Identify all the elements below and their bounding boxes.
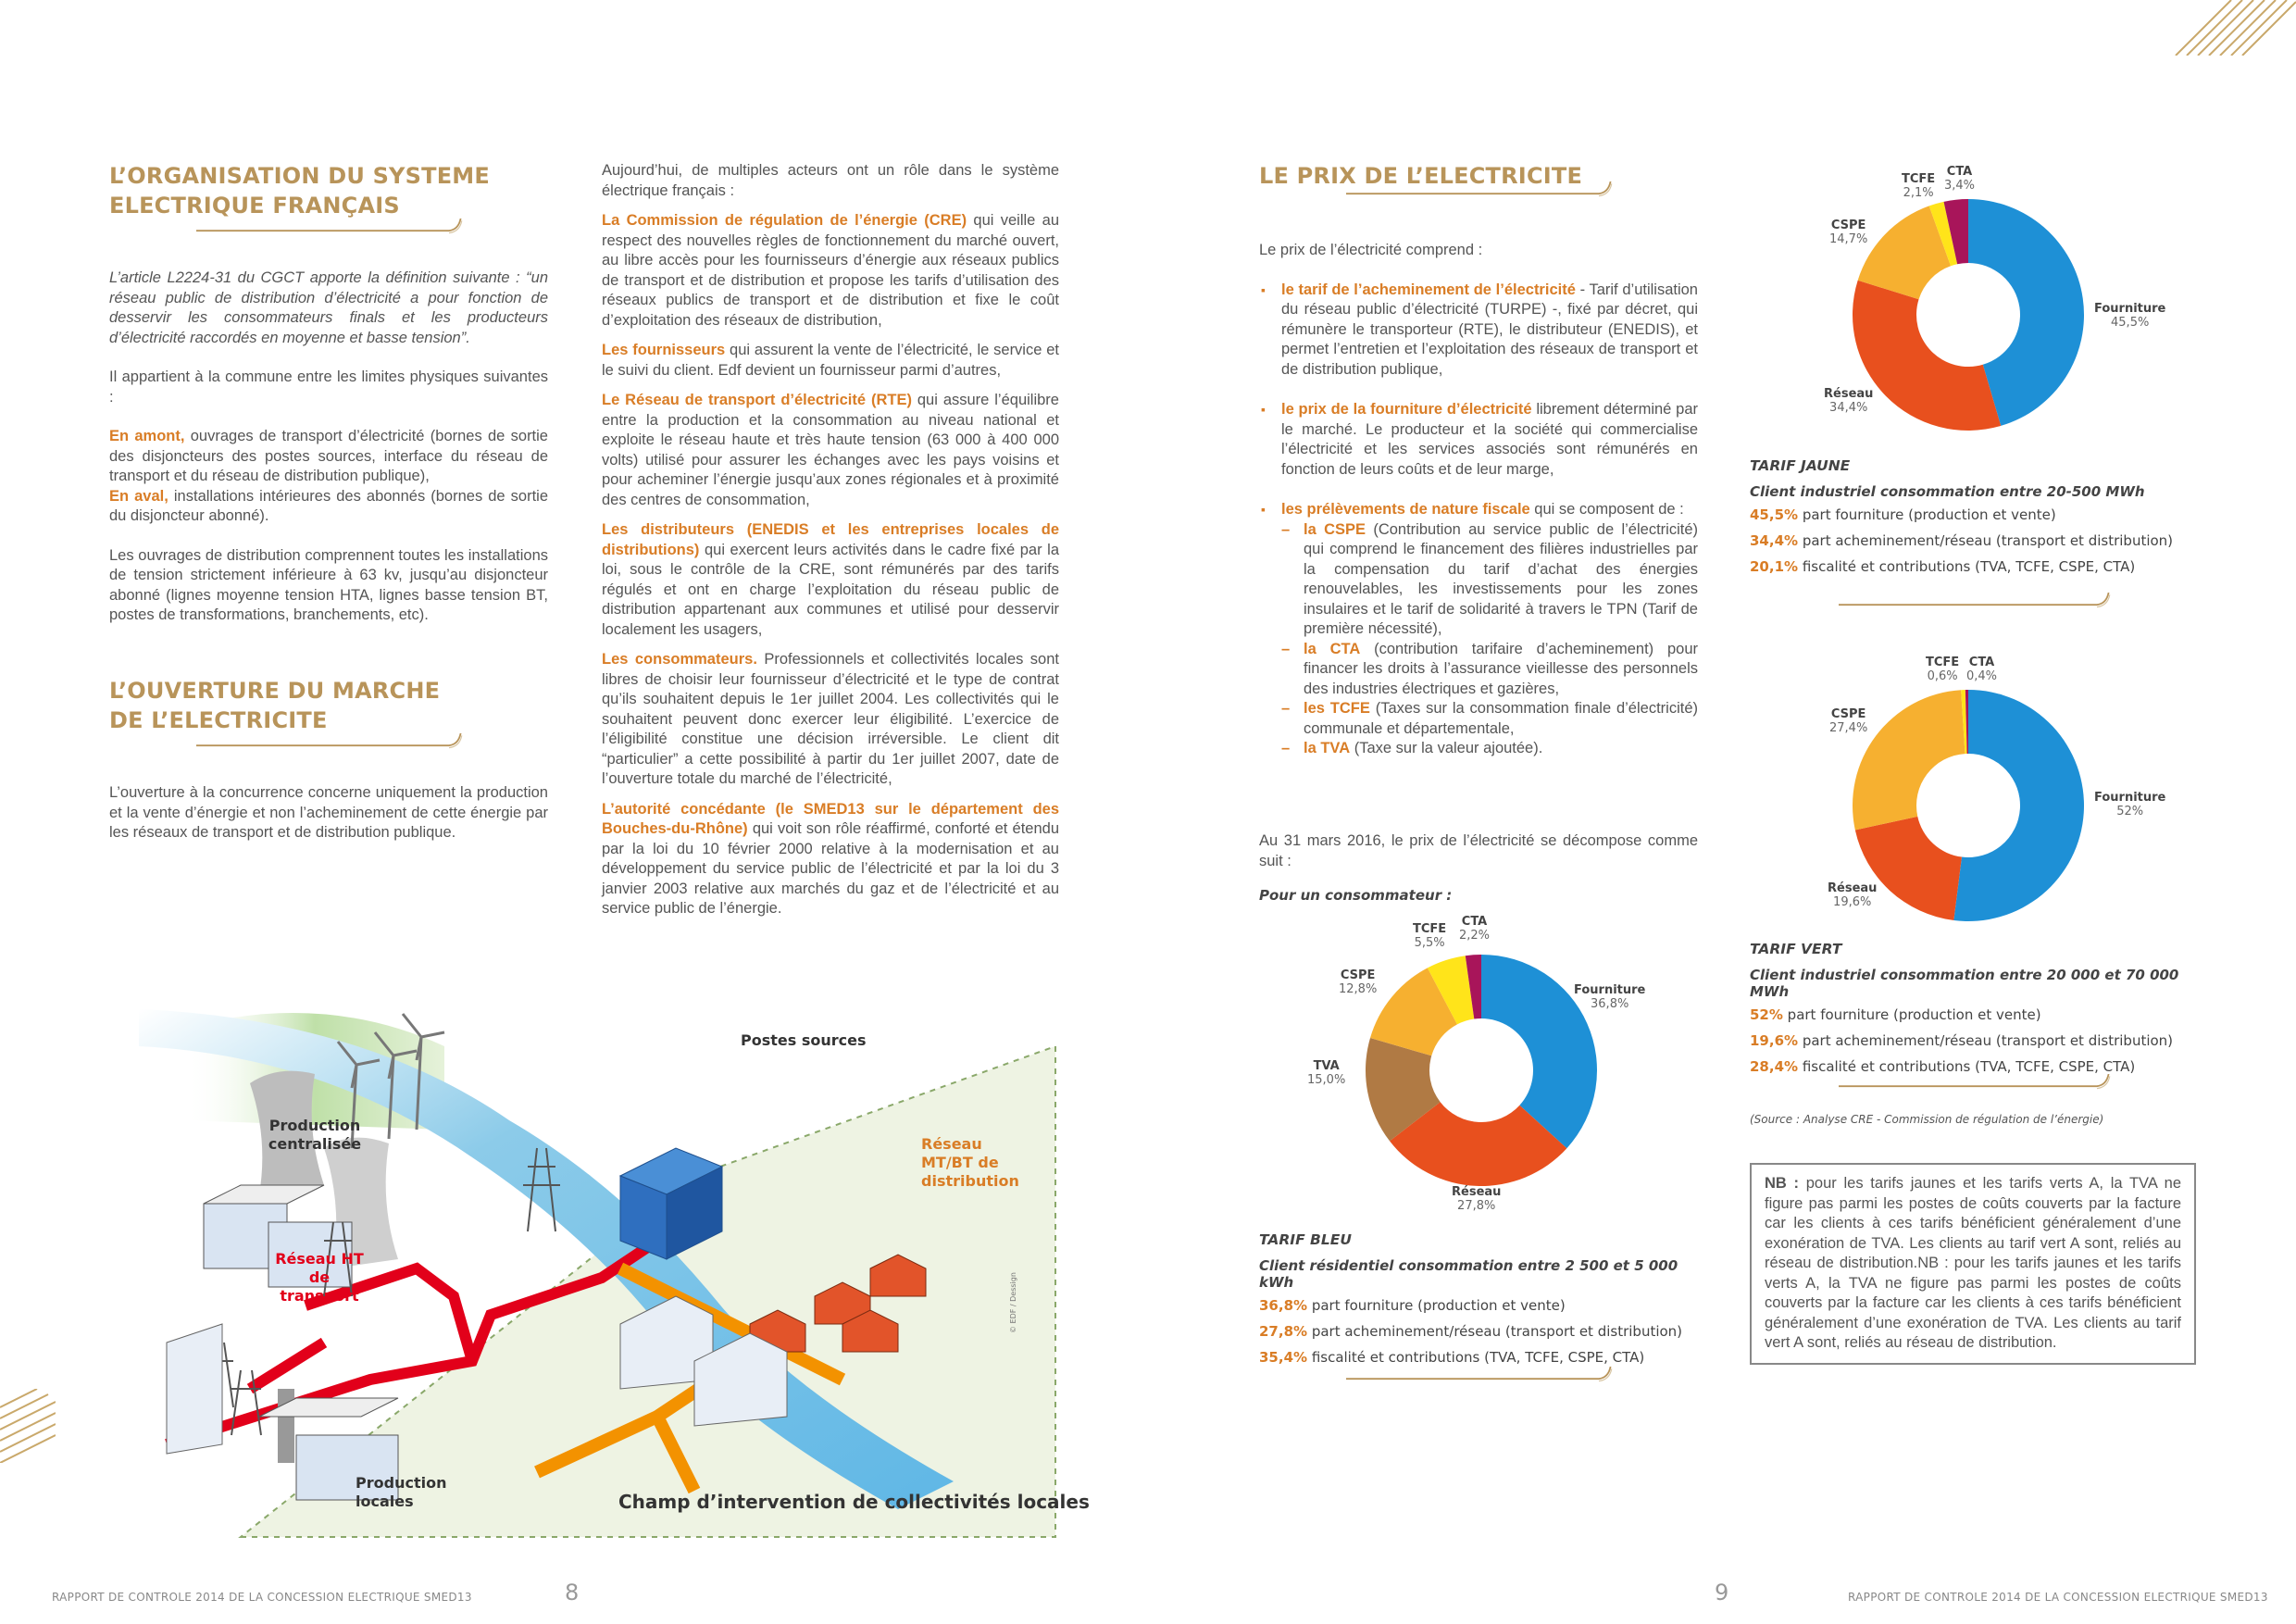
tarif-bleu-subtitle: Client résidentiel consommation entre 2 500 et 5 000 kWh [1259,1257,1678,1291]
nb-box [1750,1163,2196,1365]
section-title-organisation: L’ORGANISATION DU SYSTEME ELECTRIQUE FRANÇAIS [109,163,490,219]
section-title-ouverture: L’OUVERTURE DU MARCHE DE L’ELECTRICITE [109,678,441,733]
fourniture-text: librement déterminé par le marché. Le producteur et la société qui commercialise l’électricité et les services associés sont rémunérés en fonction de leurs coûts et de leur marge, [1281,401,1698,478]
decor-stripes-bottom-left [0,1389,56,1463]
list-item [1281,699,1698,739]
slice-label-reseau: Réseau 34,4% [1824,387,1874,415]
fournisseurs-text: qui assurent la vente de l’électricité, le service et le suivi du client. Edf devient un fournisseur parmi d’autres, [602,342,1059,379]
label-production-centralisee: Production centralisée [268,1117,362,1153]
slice-label-tcfe: TCFE 5,5% [1413,922,1447,950]
block-underline [1748,593,2202,609]
cspe-label: la CSPE [1304,520,1366,538]
title-underline [107,219,552,235]
fiscalite-text: qui se composent de : [1529,501,1684,518]
slice-label-cspe: CSPE 12,8% [1339,968,1378,996]
tarif-jaune-subtitle: Client industriel consommation entre 20-500 MWh [1750,483,2145,500]
rte-label: Le Réseau de transport d’électricité (RTE) [602,392,912,408]
slice-label-fourniture: Fourniture 52% [2094,791,2166,818]
tarif-line: 20,1% fiscalité et contributions (TVA, TCFE, CSPE, CTA) [1750,558,2136,575]
tarif-line: 52% part fourniture (production et vente) [1750,1006,2041,1023]
cre-label: La Commission de régulation de l’énergie (CRE) [602,212,967,229]
slice-label-cspe: CSPE 27,4% [1829,707,1868,735]
fiscalite-label: les prélèvements de nature fiscale [1281,501,1530,518]
cgct-definition: L’article L2224-31 du CGCT apporte la définition suivante : “un réseau public de distribution d’électricité a pour fonction de desservir les consommateurs finals et les producteurs d’électricité raccordés en moyenne et basse tension”. [109,269,548,346]
slice-label-fourniture: Fourniture 45,5% [2094,302,2166,330]
slice-label-fourniture: Fourniture 36,8% [1574,983,1646,1011]
rte-text: qui assure l’équilibre entre la production et la consommation au niveau national et exploite le réseau haute et très haute tension (63 000 à 400 000 volts) utilisé pour assurer les échanges avec les pays voisins et pour acheminer l’énergie jusqu’aux zones régionales et à proximité des centres de consommation, [602,392,1059,508]
donut-slice-cspe [1853,690,1965,830]
cta-label: la CTA [1304,640,1361,657]
label-production-locales: Production locales [356,1474,447,1510]
list-item [1281,520,1698,640]
label-reseau-ht: Réseau HT de transport [275,1250,364,1305]
tcfe-label: les TCFE [1304,700,1370,717]
tarif-jaune-block [1750,457,2194,580]
cta-text: (contribution tarifaire d’acheminement) pour financer les droits à l’assurance vieillesse des personnels des industries électriques et gazières, [1304,640,1698,697]
tarif-line: 27,8% part acheminement/réseau (transport et distribution) [1259,1323,1683,1340]
tarif-vert-title: TARIF VERT [1750,941,1842,957]
label-reseau-mtbt: Réseau MT/BT de distribution [921,1135,1019,1190]
list-item [1281,640,1698,700]
ouverture-text: L’ouverture à la concurrence concerne uniquement la production et la vente d’énergie et non l’acheminement de cette énergie par les réseaux de transport et de distribution publique. [109,784,548,841]
illustration-credit: © EDF / Dessign [1009,1272,1017,1333]
title-underline [107,733,552,750]
tarif-line: 36,8% part fourniture (production et vente) [1259,1297,1566,1314]
fourniture-label: le prix de la fourniture d’électricité [1281,401,1532,418]
donut-chart-tarif-bleu [1361,950,1602,1191]
slice-label-cta: CTA 3,4% [1944,165,1976,193]
distributeurs-text: qui exercent leurs activités dans le cadre fixé par la loi, sous le contrôle de la CRE, sont rémunérés par des tarifs régulés et ont en charge l’exploitation du réseau public de distribution appartenant aux communes et utilisé pour desservir localement les usagers, [602,541,1059,638]
tarif-line: 35,4% fiscalité et contributions (TVA, TCFE, CSPE, CTA) [1259,1349,1645,1366]
prix-intro: Le prix de l’électricité comprend : [1259,242,1483,258]
tarif-line: 34,4% part acheminement/réseau (transport et distribution) [1750,532,2174,549]
footer-left-text: RAPPORT DE CONTROLE 2014 DE LA CONCESSION ELECTRIQUE SMED13 [52,1591,472,1604]
cre-text: qui veille au respect des nouvelles règles de fonctionnement du marché ouvert, au libre accès pour les fournisseurs d’énergie aux réseaux publics de transport et de distribution et propose les tarifs d’utilisation des réseaux publics de transport et de distribution et fixe le coût d’exploitation des réseaux de distribution, [602,212,1059,329]
label-champ-intervention: Champ d’intervention de collectivités locales [618,1491,1090,1513]
aval-text: installations intérieures des abonnés (bornes de sortie du disjoncteur abonné). [109,487,548,524]
block-underline [1748,1074,2202,1091]
tarif-vert-block [1750,941,2194,1080]
slice-label-reseau: Réseau 19,6% [1828,881,1878,909]
acteurs-intro: Aujourd’hui, de multiples acteurs ont un rôle dans le système électrique français : [602,162,1059,199]
section-title-prix: LE PRIX DE L’ELECTRICITE [1259,163,1583,189]
slice-label-cspe: CSPE 14,7% [1829,219,1868,246]
distributeurs-label: Les distributeurs (ENEDIS et les entreprises locales de distributions) [602,521,1059,558]
tva-label: la TVA [1304,740,1351,756]
tva-text: (Taxe sur la valeur ajoutée). [1350,740,1543,756]
slice-label-tcfe: TCFE 0,6% [1926,656,1960,683]
cspe-text: (Contribution au service public de l’électricité) qui comprend le financement des filières industrielles par la compensation du tarif d’achat des énergies renouvelables, les investissements pour les zones insulaires et le tarif de solidarité à travers le TPN (Tarif de première nécessité), [1304,520,1698,637]
acheminement-label: le tarif de l’acheminement de l’électricité [1281,281,1576,298]
autorite-label: L’autorité concédante (le SMED13 sur le département des Bouches-du-Rhône) [602,800,1059,837]
slice-label-reseau: Réseau 27,8% [1452,1185,1502,1213]
nb-text: pour les tarifs jaunes et les tarifs verts A, la TVA ne figure pas parmi les postes de coûts couverts par la facture car les clients à ces tarifs bénéficient généralement d’une exonération de TVA. Les clients au tarif vert A sont, reliés au réseau de distribution.NB : pour les tarifs jaunes et les tarifs verts A, la TVA ne figure pas parmi les postes de coûts couverts par la facture car les clients à ces tarifs bénéficient généralement d’une exonération de TVA. Les clients au tarif vert A sont, reliés au réseau de distribution. [1765,1175,2181,1351]
slice-label-cta: CTA 0,4% [1966,656,1998,683]
page-number-left: 8 [565,1580,580,1605]
slice-label-tva: TVA 15,0% [1307,1059,1346,1087]
consommateurs-label: Les consommateurs. [602,651,757,668]
donut-slice-r-seau [1853,281,2001,431]
slice-label-tcfe: TCFE 2,1% [1902,172,1936,200]
tarif-line: 28,4% fiscalité et contributions (TVA, TCFE, CSPE, CTA) [1750,1058,2136,1075]
label-postes-sources: Postes sources [741,1031,867,1049]
page-number-right: 9 [1715,1580,1729,1605]
fournisseurs-label: Les fournisseurs [602,342,726,358]
consommateurs-text: Professionnels et collectivités locales sont libres de choisir leur fournisseur d’électricité et le type de contrat qu’ils souhaitent depuis le 1er juillet 2004. Les collectivités qui le souhaitent peuvent donc exercer leur éligibilité. L’exercice de l’éligibilité constitue une décision irréversible. Le client dit “particulier” a cette possibilité à partir du 1er juillet 2007, date de l’ouverture totale du marché de l’électricité, [602,651,1059,787]
pour-consommateur: Pour un consommateur : [1259,887,1453,904]
acheminement-text: - Tarif d’utilisation du réseau public d’électricité (TURPE) -, fixé par décret, qui rémunère le transporteur (RTE), le distributeur (ENEDIS), et permet l’entretien et l’exploitation des réseaux de transport et de distribution publique, [1281,281,1698,378]
ouvrages-text: Les ouvrages de distribution comprennent toutes les installations de tension strictement inférieure à 63 kv, jusqu’au disjoncteur abonné (lignes moyenne tension HTA, lignes basse tension BT, postes de transformations, branchements, etc). [109,546,548,623]
list-item [1259,281,1698,381]
tarif-vert-subtitle: Client industriel consommation entre 20 000 et 70 000 MWh [1750,967,2179,1000]
list-item [1281,739,1698,759]
amont-text: ouvrages de transport d’électricité (bornes de sortie des disjoncteurs des postes sources, interface du réseau de transport et du réseau de distribution publique), [109,428,548,484]
decor-stripes-top-right [2166,0,2296,56]
footer-right-text: RAPPORT DE CONTROLE 2014 DE LA CONCESSION ELECTRIQUE SMED13 [1848,1591,2268,1604]
tcfe-text: (Taxes sur la consommation finale d’électricité) communale et départementale, [1304,700,1698,737]
limits-intro: Il appartient à la commune entre les limites physiques suivantes : [109,369,548,406]
tarif-line: 19,6% part acheminement/réseau (transport et distribution) [1750,1032,2174,1049]
list-item [1259,500,1698,759]
list-item [1259,400,1698,480]
donut-slice-fourniture [1953,690,2084,921]
title-underline [1257,181,1702,198]
date-text: Au 31 mars 2016, le prix de l’électricité se décompose comme suit : [1259,832,1698,869]
slice-label-cta: CTA 2,2% [1459,915,1491,943]
donut-chart-tarif-jaune [1848,194,2089,435]
prix-components-list [1259,281,1698,759]
block-underline [1257,1367,1702,1383]
amont-label: En amont, [109,428,185,444]
tarif-bleu-title: TARIF BLEU [1259,1231,1352,1248]
tarif-line: 45,5% part fourniture (production et vente) [1750,506,2056,523]
tarif-jaune-title: TARIF JAUNE [1750,457,1851,474]
donut-chart-tarif-vert [1848,685,2089,926]
source-note: (Source : Analyse CRE - Commission de régulation de l’énergie) [1750,1113,2104,1126]
autorite-text: qui voit son rôle réaffirmé, conforté et étendu par la loi du 10 février 2000 relative à la modernisation et au développement du service public de l’électricité et par la loi du 3 janvier 2003 relative aux marchés du gaz et de l’électricité et au service public de l’énergie. [602,820,1059,917]
nb-label: NB : [1765,1175,1800,1192]
aval-label: En aval, [109,487,168,505]
tarif-bleu-block [1259,1231,1703,1370]
